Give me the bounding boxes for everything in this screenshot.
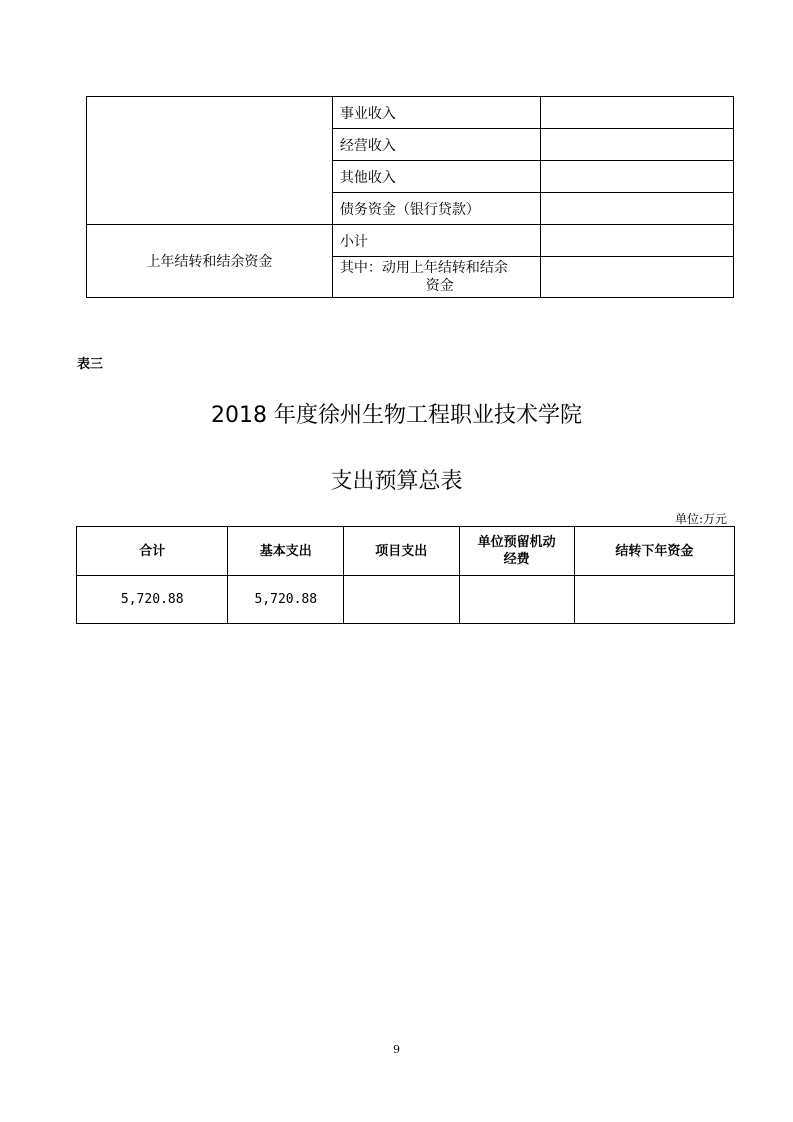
table-label: 表三 (77, 357, 104, 372)
row-label: 债务资金（银行贷款） (332, 193, 540, 225)
table-row (77, 576, 735, 624)
header-reserve-fund (459, 527, 574, 576)
header-project-expense: 项目支出 (344, 527, 459, 576)
carryover-label: 上年结转和结余资金 (87, 225, 333, 298)
row-label: 经营收入 (332, 129, 540, 161)
row-value (540, 129, 733, 161)
header-reserve-fund-line1: 单位预留机动 (477, 535, 556, 550)
subtotal-value (540, 225, 733, 257)
header-basic-expense: 基本支出 (228, 527, 344, 576)
income-table (86, 96, 734, 298)
used-carryover-label (332, 257, 540, 298)
header-carryover-next-year: 结转下年资金 (574, 527, 734, 576)
expense-summary-table (76, 526, 735, 624)
subtotal-label: 小计 (332, 225, 540, 257)
table-row (87, 97, 734, 129)
row-value (540, 193, 733, 225)
cell-project-expense (344, 576, 459, 624)
table-row (87, 225, 734, 257)
row-label: 事业收入 (332, 97, 540, 129)
cell-basic-expense: 5,720.88 (228, 576, 344, 624)
unit-label: 单位:万元 (674, 512, 727, 526)
page-number: 9 (393, 1043, 400, 1056)
cell-carryover-next-year (574, 576, 734, 624)
used-carryover-label-line2: 资金 (425, 278, 454, 294)
page-subtitle: 支出预算总表 (330, 469, 463, 494)
page-title: 2018 年度徐州生物工程职业技术学院 (211, 403, 582, 428)
row-label: 其他收入 (332, 161, 540, 193)
header-total: 合计 (77, 527, 228, 576)
table-header-row (77, 527, 735, 576)
blank-cell (87, 97, 333, 225)
used-carryover-value (540, 257, 733, 298)
cell-total: 5,720.88 (77, 576, 228, 624)
row-value (540, 161, 733, 193)
cell-reserve-fund (459, 576, 574, 624)
row-value (540, 97, 733, 129)
used-carryover-label-line1: 其中：动用上年结转和结余 (339, 260, 508, 276)
header-reserve-fund-line2: 经费 (503, 552, 530, 567)
